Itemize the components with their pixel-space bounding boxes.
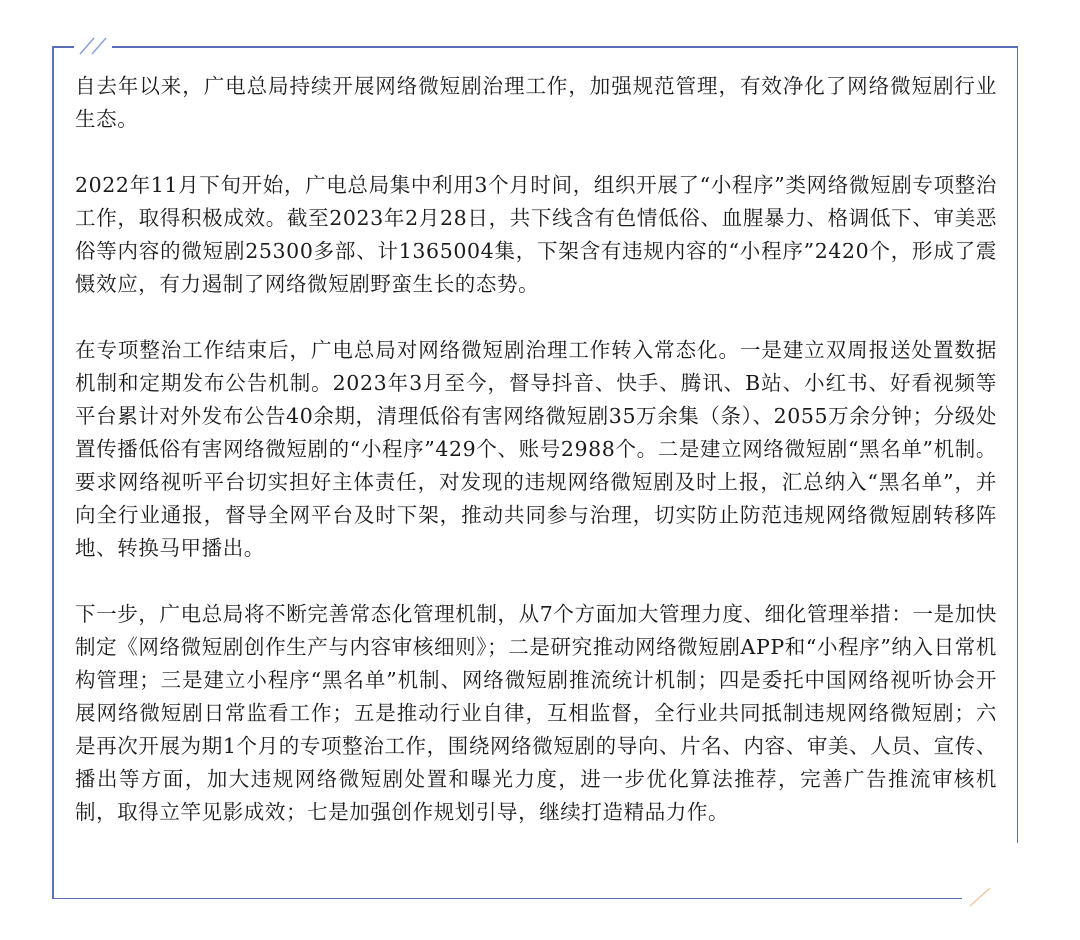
frame-top-line xyxy=(112,46,1018,48)
top-slash-decoration-icon xyxy=(78,36,118,56)
paragraph-4: 下一步，广电总局将不断完善常态化管理机制，从7个方面加大管理力度、细化管理举措：一是加快制定《网络微短剧创作生产与内容审核细则》；二是研究推动网络微短剧APP和“小程序”纳入日常机构管理；三是建立小程序“黑名单”机制、网络微短剧推流统计机制；四是委托中国网络视听协会开展网络微短剧日常监看工作；五是推动行业自律，互相监督，全行业共同抵制违规网络微短剧；六是再次开展为期1个月的专项整治工作，围绕网络微短剧的导向、片名、内容、审美、人员、宣传、播出等方面，加大违规网络微短剧处置和曝光力度，进一步优化算法推荐，完善广告推流审核机制，取得立竿见影成效；七是加强创作规划引导，继续打造精品力作。 xyxy=(75,602,997,824)
article-body xyxy=(75,70,997,862)
paragraph-1: 自去年以来，广电总局持续开展网络微短剧治理工作，加强规范管理，有效净化了网络微短剧行业生态。 xyxy=(75,74,997,131)
frame-left-line xyxy=(52,46,54,899)
frame-bottom-line xyxy=(52,898,962,900)
frame-top-left-line xyxy=(52,46,74,48)
paragraph-3: 在专项整治工作结束后，广电总局对网络微短剧治理工作转入常态化。一是建立双周报送处置数据机制和定期发布公告机制。2023年3月至今，督导抖音、快手、腾讯、B站、小红书、好看视频等平台累计对外发布公告40余期，清理低俗有害网络微短剧35万余集（条）、2055万余分钟；分级处置传播低俗有害网络微短剧的“小程序”429个、账号2988个。二是建立网络微短剧“黑名单”机制。要求网络视听平台切实担好主体责任，对发现的违规网络微短剧及时上报，汇总纳入“黑名单”，并向全行业通报，督导全网平台及时下架，推动共同参与治理，切实防止防范违规网络微短剧转移阵地、转换马甲播出。 xyxy=(75,338,997,560)
frame-right-line xyxy=(1017,46,1019,843)
paragraph-2: 2022年11月下旬开始，广电总局集中利用3个月时间，组织开展了“小程序”类网络微短剧专项整治工作，取得积极成效。截至2023年2月28日，共下线含有色情低俗、血腥暴力、格调低下、审美恶俗等内容的微短剧25300多部、计1365004集，下架含有违规内容的“小程序”2420个，形成了震慑效应，有力遏制了网络微短剧野蛮生长的态势。 xyxy=(75,173,997,296)
bottom-slash-decoration-icon xyxy=(968,886,998,908)
